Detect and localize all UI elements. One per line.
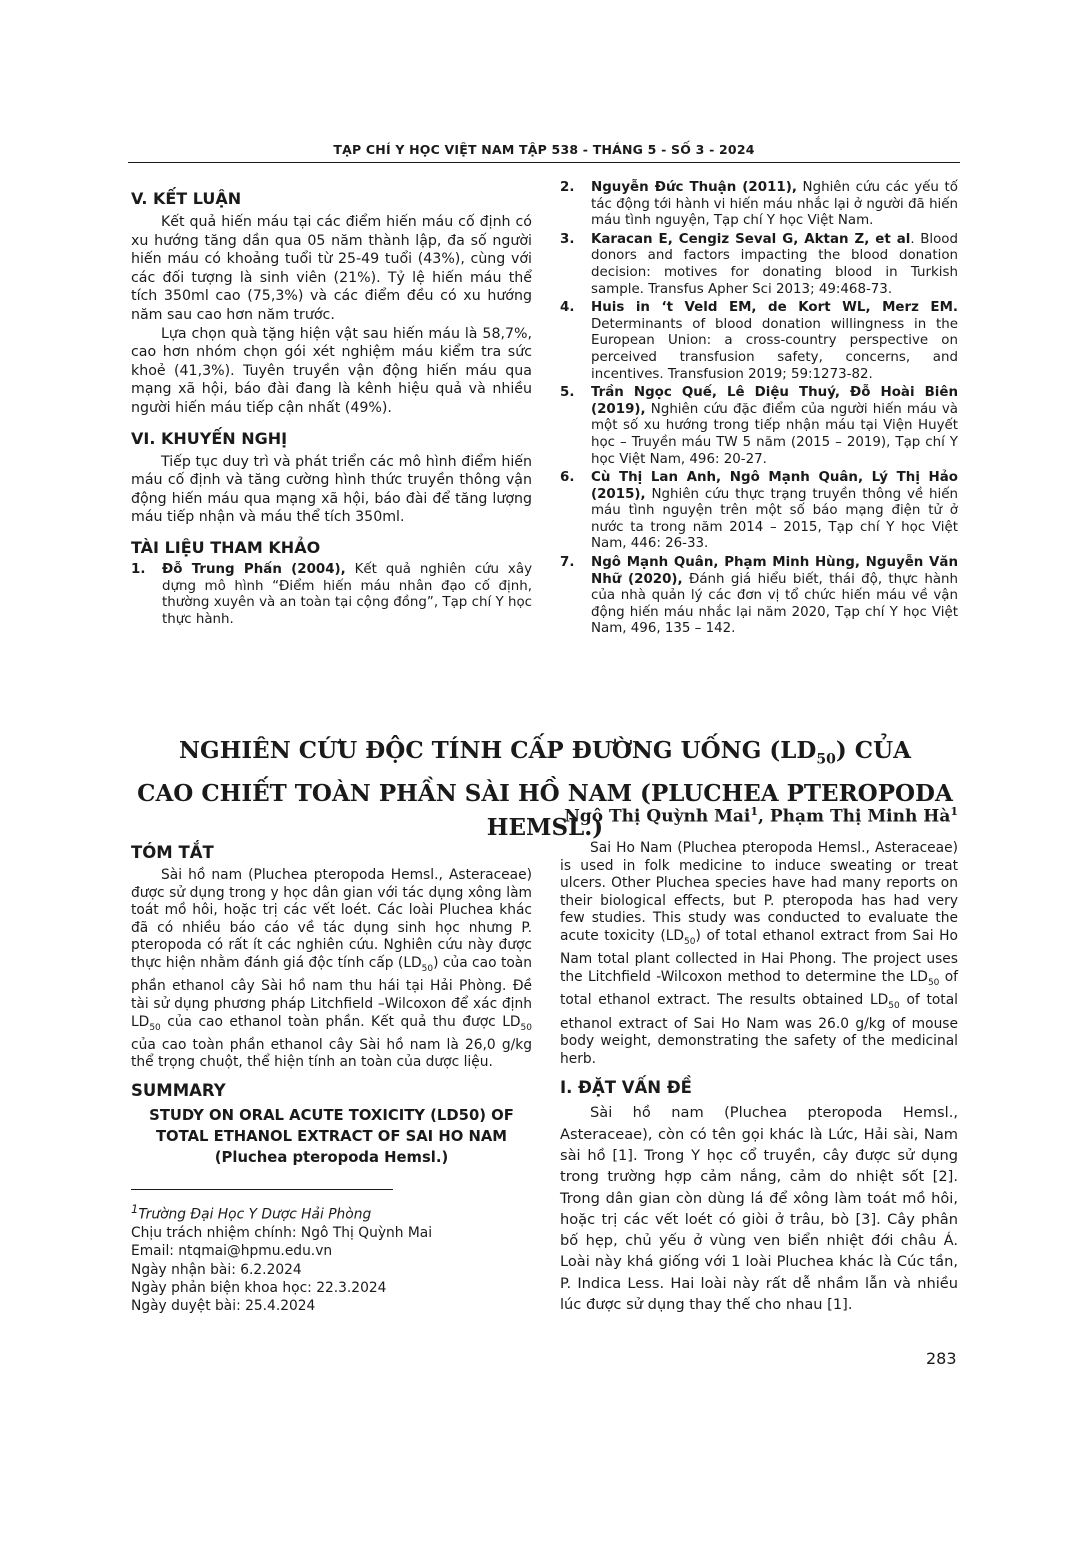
author-name: Ngô Thị Quỳnh Mai (564, 806, 751, 827)
reference-authors: Huis in ‘t Veld EM, de Kort WL, Merz EM. (591, 300, 958, 316)
journal-header: TẠP CHÍ Y HỌC VIỆT NAM TẬP 538 - THÁNG 5 - SỐ 3 - 2024 (128, 142, 960, 163)
reference-authors: Đỗ Trung Phấn (2004), (162, 561, 346, 577)
summary-title: STUDY ON ORAL ACUTE TOXICITY (LD50) OF TOTAL ETHANOL EXTRACT OF SAI HO NAM (Pluchea pteropoda Hemsl.) (149, 1107, 514, 1167)
footnote (131, 1200, 532, 1315)
reference-authors: Nguyễn Đức Thuận (2011), (591, 180, 797, 195)
reference-authors: Karacan E, Cengiz Seval G, Aktan Z, et al (591, 231, 911, 247)
reference-text: Determinants of blood donation willingness in the European Union: a cross-country perspective on perceived transfusion safety, concerns, and incentives. Transfusion 2019; 59:1273-82. (591, 316, 958, 382)
right-column-top (560, 180, 958, 640)
article-title-line-1: NGHIÊN CỨU ĐỘC TÍNH CẤP ĐƯỜNG UỐNG $(LD_{50})$ CỦA (179, 737, 911, 768)
conclusion-paragraph-2: Lựa chọn quà tặng hiện vật sau hiến máu là 58,7%, cao hơn nhóm chọn gói xét nghiệm máu kiểm tra sức khoẻ (41,3%). Tuyên truyền vận động hiến máu qua mạng xã hội, báo đài đang là kênh hiệu quả và nhiều người hiến máu tiếp cận nhất (49%). (131, 325, 532, 416)
article-title (120, 734, 970, 845)
summary-paragraph: Sai Ho Nam (Pluchea pteropoda Hemsl., Asteraceae) is used in folk medicine to induce sweating or treat ulcers. Other Pluchea species have had many reports on their biological effects, but P. pteropoda has had very few studies. This study was conducted to evaluate the acute toxicity $(LD_{50})$ of total ethanol extract from Sai Ho Nam total plant collected in Hai Phong. The project uses the Litchfield -Wilcoxon method to determine the $LD_{50}$ of total ethanol extract. The results obtained $LD_{50}$ of total ethanol extract of Sai Ho Nam was 26.0 g/kg of mouse body weight, demonstrating the safety of the medicinal herb. (560, 840, 959, 1067)
abstract-heading: TÓM TẮT (131, 843, 214, 862)
footnote-accepted: Ngày duyệt bài: 25.4.2024 (131, 1298, 316, 1315)
footnote-divider (131, 1189, 393, 1190)
page-number: 283 (926, 1349, 957, 1368)
reference-item-7 (560, 555, 958, 638)
reference-number: 2. (560, 180, 575, 195)
reference-text: Đánh giá hiểu biết, thái độ, thực hành của nhà quản lý các đơn vị tổ chức hiến máu về vận động hiến máu nhắc lại năm 2020, Tạp chí Y học Việt Nam, 496, 135 – 142. (591, 571, 959, 637)
reference-text: . Blood donors and factors impacting the blood donation decision: motives for donating blood in Turkish sample. Transfus Apher Sci 2013; 49:468-73. (591, 231, 958, 297)
reference-item-6 (560, 470, 958, 553)
reference-number: 4. (560, 300, 575, 316)
reference-authors: Ngô Mạnh Quân, Phạm Minh Hùng, Nguyễn Văn Nhữ (2020), (591, 555, 958, 587)
reference-number: 7. (560, 555, 575, 571)
footnote-corresponding: Chịu trách nhiệm chính: Ngô Thị Quỳnh Mai (131, 1224, 433, 1241)
conclusion-heading: V. KẾT LUẬN (131, 189, 242, 208)
reference-item-1 (131, 562, 532, 628)
reference-text: Kết quả nghiên cứu xây dựng mô hình “Điểm hiến máu nhân đạo cố định, thường xuyên và an toàn tại cộng đồng”, Tạp chí Y học thực hành. (162, 561, 532, 627)
author-name: Phạm Thị Minh Hà (769, 806, 951, 827)
footnote-email: Email: ntqmai@hpmu.edu.vn (131, 1243, 333, 1260)
article-title-line-2: CAO CHIẾT TOÀN PHẦN SÀI HỒ NAM (PLUCHEA PTEROPODA HEMSL.) (137, 779, 953, 841)
reference-item-5 (560, 385, 958, 468)
footnote-received: Ngày nhận bài: 6.2.2024 (131, 1261, 302, 1278)
intro-paragraph: Sài hồ nam (Pluchea pteropoda Hemsl., Asteraceae), còn có tên gọi khác là Lức, Hải sài, Nam sài hồ [1]. Trong Y học cổ truyền, cây được sử dụng trong trường hợp cảm nắng, cảm do nhiệt sốt [2]. Trong dân gian còn dùng lá để xông làm toát mồ hôi, hoặc trị các vết loét có giòi ở trâu, bò [3]. Cây phân bố hẹp, chủ yếu ở vùng ven biển nhiệt đới châu Á. Loài này khá giống với 1 loài Pluchea khác là Cúc tần, P. Indica Less. Hai loài này rất dễ nhầm lẫn và nhiều lúc được sử dụng thay thế cho nhau [1]. (560, 1104, 958, 1314)
reference-text: Nghiên cứu các yếu tố tác động tới hành vi hiến máu nhắc lại ở người đã hiến máu tình nguyện, Tạp chí Y học Việt Nam. (591, 180, 958, 229)
footnote-affiliation: $^1$Trường Đại Học Y Dược Hải Phòng (131, 1202, 372, 1223)
right-column-bottom (560, 840, 958, 1315)
conclusion-paragraph-1: Kết quả hiến máu tại các điểm hiến máu cố định có xu hướng tăng dần qua 05 năm thành lập, đa số người hiến máu có khoảng tuổi từ 25-49 tuổi (43%), cùng với các đối tượng là sinh viên (21%). Tỷ lệ hiến máu thể tích 350ml cao (75,3%) và các điểm đều có xu hướng năm sau cao hơn năm trước. (131, 214, 532, 323)
summary-heading: SUMMARY (131, 1081, 226, 1101)
abstract-paragraph: Sài hồ nam (Pluchea pteropoda Hemsl., Asteraceae) được sử dụng trong y học dân gian với tác dụng xông làm toát mồ hôi, hoặc trị các vết loét. Các loài Pluchea khác đã có nhiều báo cáo về tác dụng sinh học nhưng P. pteropoda có rất ít các nghiên cứu. Nghiên cứu này được thực hiện nhằm đánh giá độc tính cấp $(LD_{50})$ của cao toàn phần ethanol cây Sài hồ nam thu hái tại Hải Phòng. Đề tài sử dụng phương pháp Litchfield –Wilcoxon để xác định $LD_{50}$ của cao ethanol toàn phần. Kết quả thu được $LD_{50}$ của cao toàn phần ethanol cây Sài hồ nam là 26,0 g/kg thể trọng chuột, thể hiện tính an toàn của dược liệu. (131, 867, 532, 1071)
reference-text: Nghiên cứu đặc điểm của người hiến máu và một số xu hướng trong tiếp nhận máu tại Viện Huyết học – Truyền máu TW 5 năm (2015 – 2019), Tạp chí Y học Việt Nam, 496: 20-27. (591, 401, 958, 467)
article-authors: Ngô Thị Quỳnh Mai$^1$, Phạm Thị Minh $Hà^1$ (564, 805, 958, 827)
reference-number: 5. (560, 385, 575, 401)
recommendation-heading: VI. KHUYẾN NGHỊ (131, 428, 288, 448)
footnote-reviewed: Ngày phản biện khoa học: 22.3.2024 (131, 1279, 387, 1296)
reference-item-2 (560, 180, 958, 230)
reference-item-4 (560, 300, 958, 383)
left-column-bottom (131, 842, 532, 1315)
reference-item-3 (560, 232, 958, 298)
references-heading: TÀI LIỆU THAM KHẢO (131, 537, 321, 557)
reference-text: Nghiên cứu thực trạng truyền thông về hiến máu tình nguyện trên một số báo mạng điện tử ở nước ta trong năm 2014 – 2015, Tạp chí Y học Việt Nam, 446: 26-33. (591, 486, 958, 552)
reference-authors: Cù Thị Lan Anh, Ngô Mạnh Quân, Lý Thị Hảo (2015), (591, 470, 958, 502)
left-column-top (131, 184, 532, 630)
reference-number: 1. (131, 561, 146, 577)
intro-heading: I. ĐẶT VẤN ĐỀ (560, 1078, 692, 1098)
reference-number: 6. (560, 470, 575, 486)
reference-authors: Trần Ngọc Quế, Lê Diệu Thuý, Đỗ Hoài Biên (2019), (591, 385, 958, 417)
recommendation-paragraph: Tiếp tục duy trì và phát triển các mô hình điểm hiến máu cố định và tăng cường hình thức truyền thông vận động hiến máu qua mạng xã hội, báo đài để tăng lượng máu tiếp nhận và máu thể tích 350ml. (131, 453, 532, 526)
reference-number: 3. (560, 231, 575, 247)
